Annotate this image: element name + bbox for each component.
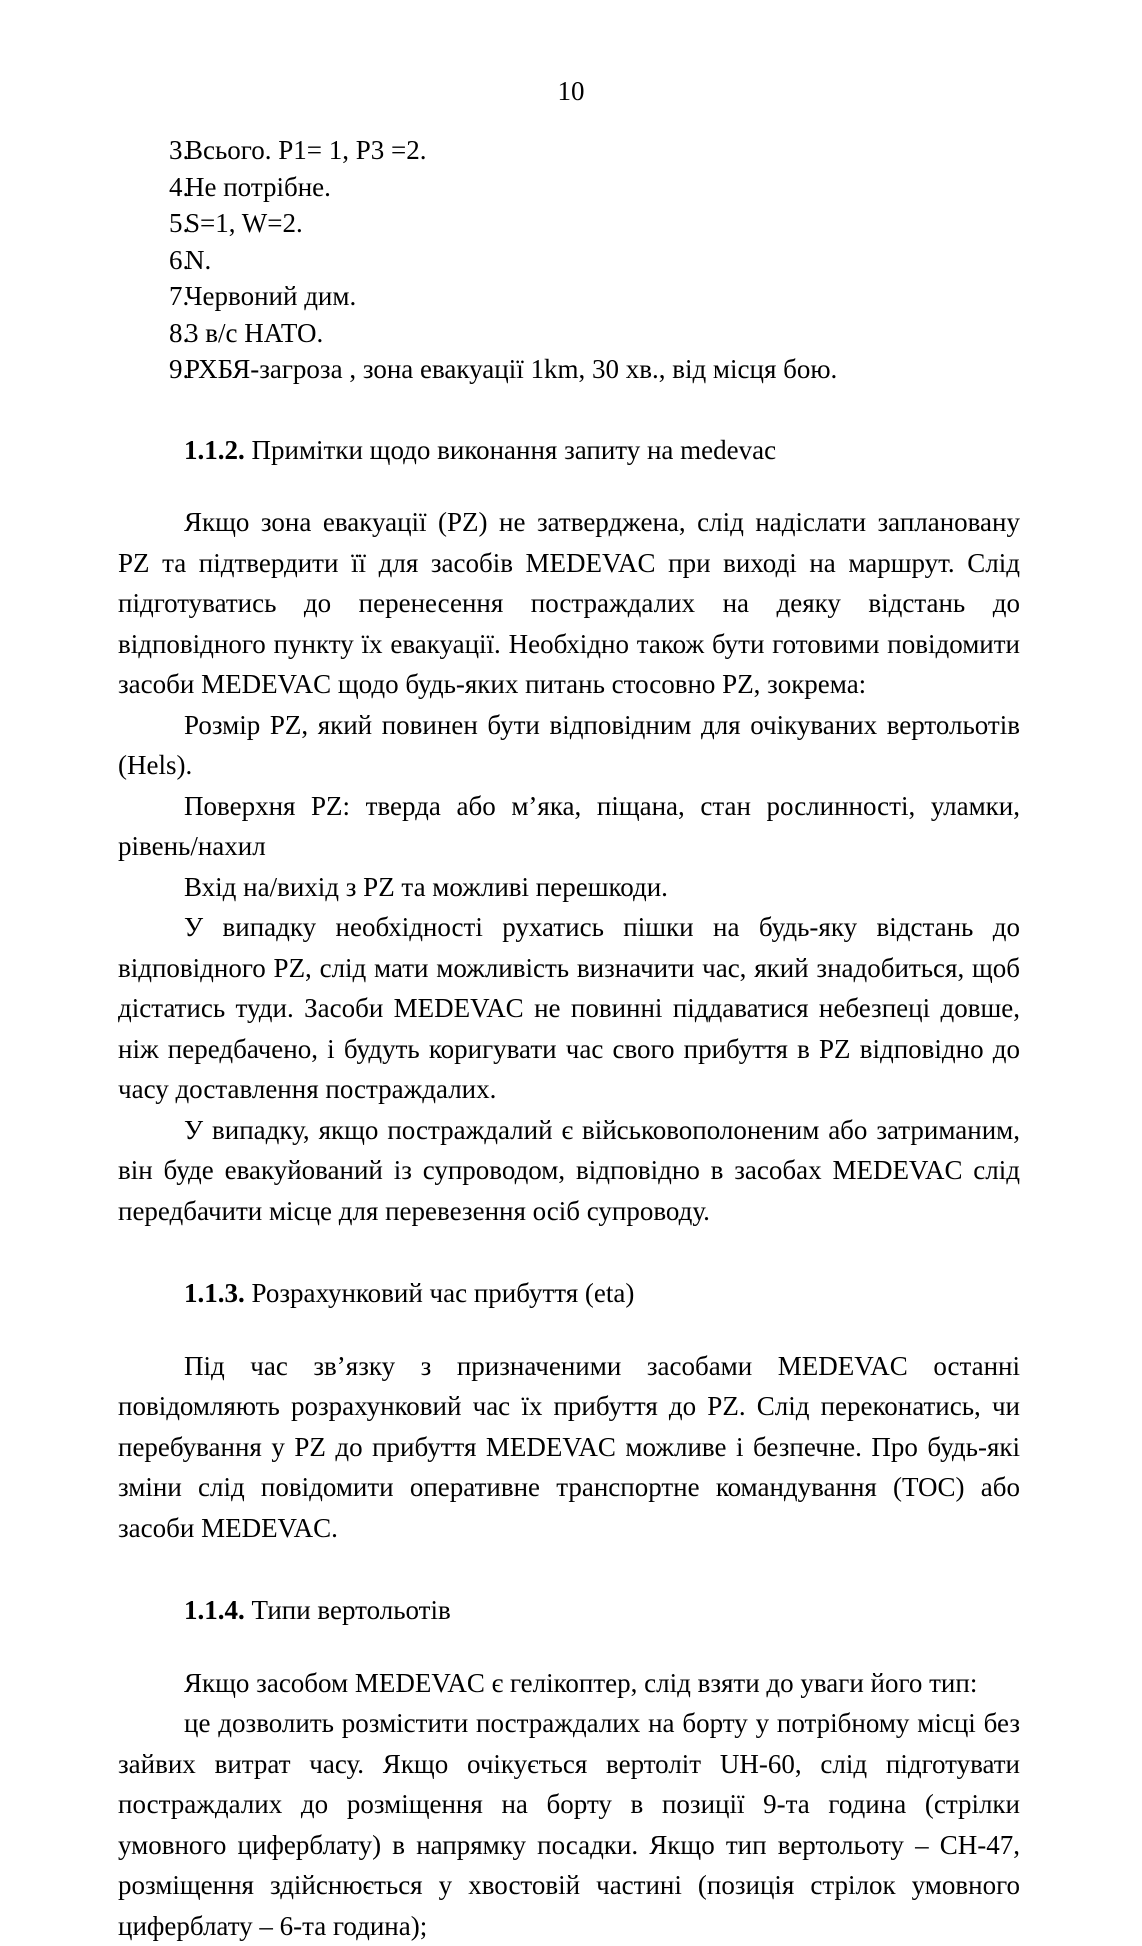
section-heading-1-1-4 [118, 1592, 1020, 1629]
spacer [118, 388, 1020, 432]
paragraph: Якщо засобом MEDEVAC є гелікоптер, слід взяти до уваги його тип: [184, 1667, 978, 1698]
list-item: 4. Не потрібне. [169, 171, 331, 202]
paragraph: Вхід на/вихід з PZ та можливі перешкоди. [184, 871, 668, 902]
paragraph: Під час зв’язку з призначеними засобами MEDEVAC останні повідомляють розрахунковий час їх прибуття до PZ. Слід переконатись, чи перебування у PZ до прибуття MEDEVAC можливе і безпечне. Про будь-які зміни слід повідомити оперативне транспортне командування (TOC) або засоби MEDEVAC. [118, 1350, 1020, 1543]
spacer [118, 1629, 1020, 1663]
paragraph: У випадку необхідності рухатись пішки на будь-яку відстань до відповідного PZ, слід мати можливість визначити час, який знадобиться, щоб дістатись туди. Засоби MEDEVAC не повинні піддаватися небезпеці довше, ніж передбачено, і будуть коригувати час свого прибуття в PZ відповідно до часу доставлення постраждалих. [118, 912, 1020, 1104]
section-title: Типи вертольотів [244, 1595, 451, 1625]
spacer [118, 468, 1020, 502]
list-item-text: 3 в/с НАТО. [185, 317, 324, 348]
list-item-text: Не потрібне. [185, 171, 331, 202]
list-item-text: Червоний дим. [185, 281, 357, 311]
section-heading-1-1-3 [118, 1275, 1020, 1312]
list-item: 9. РХБЯ-загроза , зона евакуації 1km, 30 хв., від місця бою. [169, 354, 838, 384]
paragraph: Поверхня PZ: тверда або м’яка, піщана, стан рослинності, уламки, рівень/нахил [118, 790, 1020, 861]
spacer [118, 1231, 1020, 1275]
numbered-list [118, 132, 1020, 388]
paragraph: це дозволить розмістити постраждалих на борту у потрібному місці без зайвих витрат часу. Якщо очікується вертоліт UH-60, слід підготувати постраждалих до розміщення на борту в позиції 9-та година (стрілки умовного циферблату) в напрямку посадки. Якщо тип вертольоту – CH-47, розміщення здійснюється у хвостовій частині (позиція стрілок умовного циферблату – 6-та година); [118, 1708, 1020, 1941]
list-item: 8. 3 в/с НАТО. [169, 317, 324, 348]
list-item: 7. Червоний дим. [169, 281, 357, 311]
list-item-text: N. [185, 244, 212, 275]
page-content [118, 132, 1020, 1946]
section-number: 1.1.3. [184, 1278, 245, 1308]
section-number: 1.1.2. [184, 434, 245, 465]
list-item: 6. N. [169, 244, 212, 275]
paragraph: Якщо зона евакуації (PZ) не затверджена, слід надіслати заплановану PZ та підтвердити її для засобів MEDEVAC при виході на маршрут. Слід підготуватись до перенесення постраждалих на деяку відстань до відповідного пункту їх евакуації. Необхідно також бути готовими повідомити засоби MEDEVAC щодо будь-яких питань стосовно PZ, зокрема: [118, 507, 1020, 699]
section-title: Розрахунковий час прибуття (eta) [244, 1278, 635, 1308]
list-item-text: Всього. P1= 1, P3 =2. [185, 135, 427, 165]
section-title: Примітки щодо виконання запиту на medevac [244, 434, 777, 465]
section-number: 1.1.4. [184, 1595, 245, 1625]
list-item-text: РХБЯ-загроза , зона евакуації 1km, 30 хв., від місця бою. [185, 354, 838, 384]
list-item: 3. Всього. P1= 1, P3 =2. [169, 135, 427, 165]
page-number: 10 [557, 76, 585, 106]
list-item: 5. S=1, W=2. [169, 208, 303, 238]
paragraph: Розмір PZ, який повинен бути відповідним для очікуваних вертольотів (Hels). [118, 709, 1020, 780]
paragraph: У випадку, якщо постраждалий є військовополоненим або затриманим, він буде евакуйований із супроводом, відповідно в засобах MEDEVAC слід передбачити місце для перевезення осіб супроводу. [118, 1114, 1020, 1226]
spacer [118, 1312, 1020, 1346]
spacer [118, 1548, 1020, 1592]
list-item-text: S=1, W=2. [185, 208, 303, 238]
section-heading-1-1-2 [118, 432, 1020, 469]
